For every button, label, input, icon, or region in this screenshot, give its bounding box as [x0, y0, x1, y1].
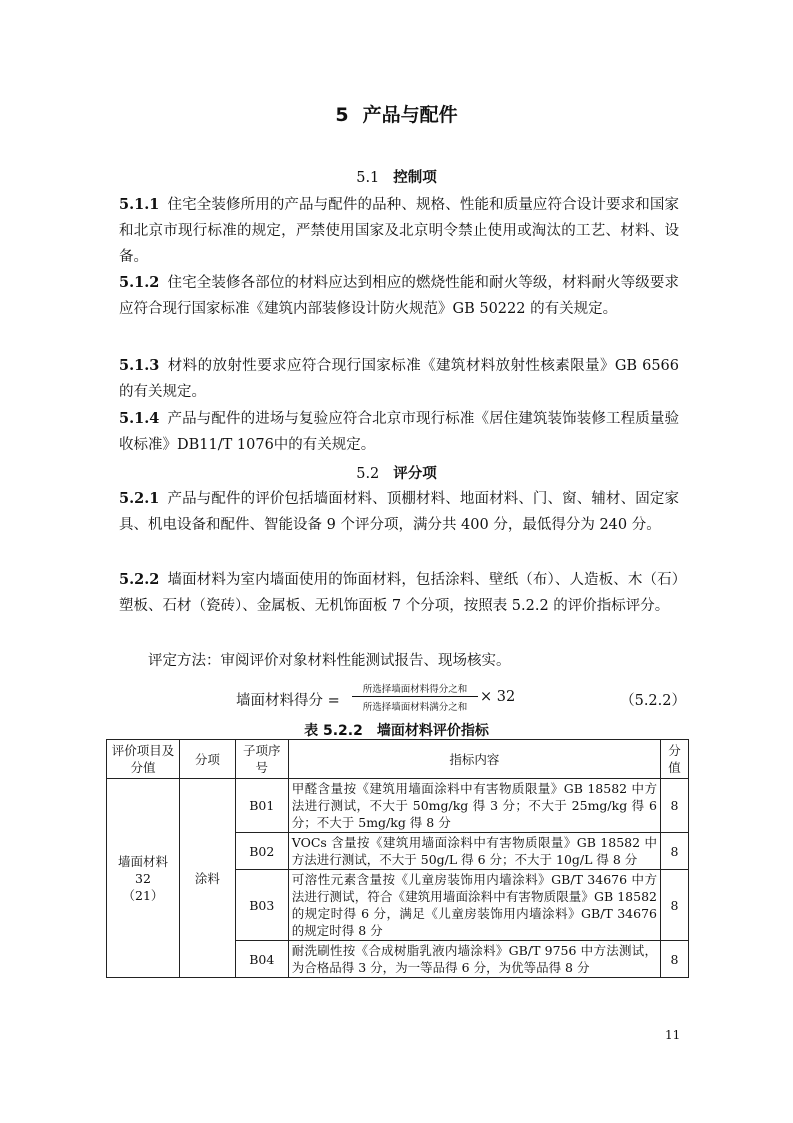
category-cell — [107, 779, 180, 978]
item-score: 8 — [660, 870, 688, 941]
evaluation-method: 评定方法：审阅评价对象材料性能测试报告、现场核实。 — [148, 653, 511, 669]
clause-text: 产品与配件的进场与复验应符合北京市现行标准《居住建筑装饰装修工程质量验收标准》DB11/T 1076中的有关规定。 — [119, 411, 679, 453]
page-number: 11 — [665, 1028, 681, 1042]
clause-5-1-2 — [119, 270, 679, 322]
section-heading-5-1 — [0, 166, 793, 187]
chapter-heading — [0, 100, 793, 127]
category-min-score: （21） — [122, 887, 164, 903]
table-number: 表 5.2.2 — [304, 723, 363, 739]
score-formula — [236, 680, 686, 716]
section-title: 控制项 — [393, 170, 437, 186]
chapter-title: 产品与配件 — [362, 104, 458, 126]
category-score: 32 — [135, 870, 151, 886]
header-cell: 分项 — [179, 740, 235, 779]
category-name: 墙面材料 — [117, 853, 168, 869]
formula-numerator: 所选择墙面材料得分之和 — [352, 681, 478, 697]
clause-5-2-1 — [119, 486, 679, 538]
clause-number: 5.2.2 — [119, 571, 160, 588]
header-cell: 子项序号 — [235, 740, 288, 779]
chapter-number: 5 — [335, 104, 349, 126]
item-score: 8 — [660, 941, 688, 978]
clause-number: 5.1.1 — [119, 196, 160, 213]
table-caption — [0, 720, 793, 740]
clause-text: 住宅全装修各部位的材料应达到相应的燃烧性能和耐火等级，材料耐火等级要求应符合现行国家标准《建筑内部装修设计防火规范》GB 50222 的有关规定。 — [119, 275, 679, 317]
clause-5-1-1 — [119, 192, 679, 270]
section-number: 5.2 — [356, 466, 380, 482]
item-content: VOCs 含量按《建筑用墙面涂料中有害物质限量》GB 18582 中方法进行测试，不大于 50g/L 得 6 分；不大于 10g/L 得 8 分 — [288, 833, 660, 870]
formula-multiplier: × 32 — [480, 689, 516, 705]
item-code: B01 — [235, 779, 288, 833]
clause-text: 材料的放射性要求应符合现行国家标准《建筑材料放射性核素限量》GB 6566的有关规定。 — [119, 358, 679, 400]
clause-text: 住宅全装修所用的产品与配件的品种、规格、性能和质量应符合设计要求和国家和北京市现行标准的规定，严禁使用国家及北京明令禁止使用或淘汰的工艺、材料、设备。 — [119, 197, 679, 265]
table-row — [107, 779, 689, 833]
header-cell: 指标内容 — [288, 740, 660, 779]
item-content: 耐洗刷性按《合成树脂乳液内墙涂料》GB/T 9756 中方法测试，为合格品得 3 分，为一等品得 6 分，为优等品得 8 分 — [288, 941, 660, 978]
clause-5-1-3 — [119, 353, 679, 405]
item-score: 8 — [660, 779, 688, 833]
subcategory-cell: 涂料 — [179, 779, 235, 978]
item-content: 可溶性元素含量按《儿童房装饰用内墙涂料》GB/T 34676 中方法进行测试，符合《建筑用墙面涂料中有害物质限量》GB 18582 的规定时得 6 分，满足《儿童房装饰用内墙涂料》GB/T 34676 的规定时得 8 分 — [288, 870, 660, 941]
formula-lhs: 墙面材料得分 = — [236, 693, 340, 709]
item-code: B02 — [235, 833, 288, 870]
section-title: 评分项 — [393, 466, 437, 482]
clause-text: 墙面材料为室内墙面使用的饰面材料，包括涂料、壁纸（布）、人造板、木（石）塑板、石材（瓷砖）、金属板、无机饰面板 7 个分项，按照表 5.2.2 的评价指标评分。 — [119, 572, 679, 614]
item-code: B04 — [235, 941, 288, 978]
section-heading-5-2 — [0, 462, 793, 483]
clause-5-2-2 — [119, 567, 679, 619]
clause-5-1-4 — [119, 406, 679, 458]
clause-number: 5.1.2 — [119, 274, 160, 291]
header-cell: 评价项目及分值 — [107, 740, 180, 779]
item-content: 甲醛含量按《建筑用墙面涂料中有害物质限量》GB 18582 中方法进行测试，不大于 50mg/kg 得 3 分；不大于 25mg/kg 得 6 分；不大于 5mg/kg 得 8 分 — [288, 779, 660, 833]
table-header-row — [107, 740, 689, 779]
formula-equation-number: （5.2.2） — [620, 693, 686, 709]
clause-text: 产品与配件的评价包括墙面材料、顶棚材料、地面材料、门、窗、辅材、固定家具、机电设备和配件、智能设备 9 个评分项，满分共 400 分，最低得分为 240 分。 — [119, 491, 679, 533]
clause-number: 5.1.4 — [119, 410, 160, 427]
table-title: 墙面材料评价指标 — [376, 723, 489, 739]
evaluation-table — [106, 739, 689, 978]
formula-denominator: 所选择墙面材料满分之和 — [362, 702, 468, 713]
formula-fraction — [352, 681, 478, 713]
item-code: B03 — [235, 870, 288, 941]
item-score: 8 — [660, 833, 688, 870]
section-number: 5.1 — [356, 170, 380, 186]
header-cell: 分值 — [660, 740, 688, 779]
clause-number: 5.1.3 — [119, 357, 160, 374]
clause-number: 5.2.1 — [119, 490, 160, 507]
